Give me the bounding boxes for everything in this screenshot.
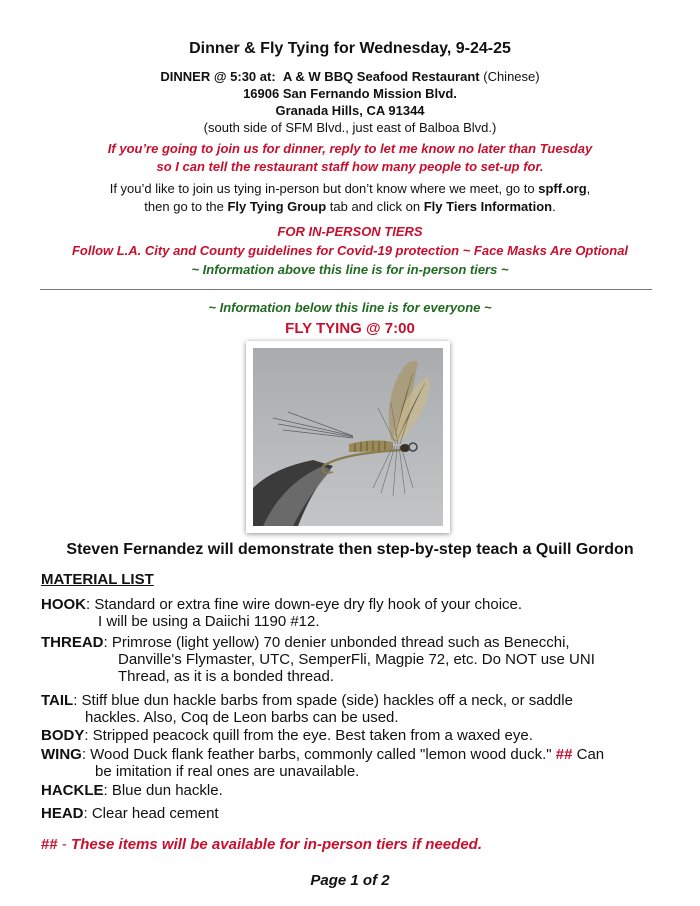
above-line-note: ~ Information above this line is for in-person tiers ~ — [191, 262, 509, 277]
thread-label: THREAD — [41, 634, 104, 651]
tail-desc-1: : Stiff blue dun hackle barbs from spade (side) hackles off a neck, or saddle — [73, 692, 573, 709]
below-line-note: ~ Information below this line is for everyone ~ — [208, 300, 492, 315]
in-person-heading: FOR IN-PERSON TIERS — [277, 224, 423, 239]
head-desc-1: : Clear head cement — [83, 805, 219, 822]
thread-desc-3: Thread, as it is a bonded thread. — [118, 668, 334, 685]
fly-photo-frame — [246, 341, 450, 533]
body-label: BODY — [41, 727, 85, 744]
material-list-heading: MATERIAL LIST — [41, 571, 154, 588]
material-tail — [41, 692, 661, 726]
join-info — [0, 180, 700, 216]
body-desc-1: : Stripped peacock quill from the eye. Best taken from a waxed eye. — [84, 727, 533, 744]
fly-tying-group-tab[interactable]: Fly Tying Group — [227, 199, 327, 214]
restaurant-type: (Chinese) — [483, 69, 540, 84]
material-thread — [41, 634, 661, 685]
fly-tiers-info-link[interactable]: Fly Tiers Information — [423, 199, 553, 214]
location-note: (south side of SFM Blvd., just east of Balboa Blvd.) — [203, 120, 497, 135]
wing-desc-1: : Wood Duck flank feather barbs, commonly called "lemon wood duck." — [81, 746, 552, 763]
join-line-1: If you’d like to join us tying in-person but don’t know where we meet, go to — [109, 181, 535, 196]
rsvp-line-2: so I can tell the restaurant staff how many people to set-up for. — [156, 159, 544, 174]
street-address: 16906 San Fernando Mission Blvd. — [243, 86, 457, 101]
material-head — [41, 805, 661, 822]
head-label: HEAD — [41, 805, 84, 822]
tail-label: TAIL — [41, 692, 74, 709]
quill-gordon-fly-image — [253, 348, 443, 526]
note-dash: - — [57, 836, 72, 853]
dinner-label: DINNER @ 5:30 at: — [160, 69, 276, 84]
hackle-desc-1: : Blue dun hackle. — [103, 782, 223, 799]
material-hackle — [41, 782, 661, 799]
join-line-2-mid: tab and click on — [329, 199, 421, 214]
join-line-1-suffix: , — [586, 181, 591, 196]
material-wing — [41, 746, 661, 780]
rsvp-line-1: If you’re going to join us for dinner, reply to let me know no later than Tuesday — [107, 141, 593, 156]
material-body — [41, 727, 661, 744]
hook-desc-2: I will be using a Daiichi 1190 #12. — [98, 613, 320, 630]
site-link[interactable]: spff.org — [538, 181, 587, 196]
rsvp-notice — [0, 140, 700, 176]
hackle-label: HACKLE — [41, 782, 104, 799]
hook-label: HOOK — [41, 596, 86, 613]
note-text: These items will be available for in-person tiers if needed. — [71, 836, 482, 853]
material-hook — [41, 596, 661, 630]
wing-desc-1-end: Can — [576, 746, 605, 763]
divider — [40, 289, 652, 290]
thread-desc-1: : Primrose (light yellow) 70 denier unbonded thread such as Benecchi, — [103, 634, 570, 651]
note-marker: ## — [41, 836, 58, 853]
dinner-address-block — [0, 68, 700, 136]
quill-gordon-photo — [253, 348, 443, 526]
wing-available-marker: ## — [555, 746, 573, 763]
wing-desc-2: be imitation if real ones are unavailable. — [95, 763, 360, 780]
hook-desc-1: : Standard or extra fine wire down-eye dry fly hook of your choice. — [86, 596, 523, 613]
wing-label: WING — [41, 746, 82, 763]
city-address: Granada Hills, CA 91344 — [275, 103, 425, 118]
availability-note — [41, 836, 482, 853]
thread-desc-2: Danville's Flymaster, UTC, SemperFli, Magpie 72, etc. Do NOT use UNI — [118, 651, 595, 668]
page-title: Dinner & Fly Tying for Wednesday, 9-24-25 — [189, 40, 511, 57]
tail-desc-2: hackles. Also, Coq de Leon barbs can be used. — [85, 709, 399, 726]
join-line-2-prefix: then go to the — [144, 199, 224, 214]
demo-headline: Steven Fernandez will demonstrate then step-by-step teach a Quill Gordon — [66, 541, 634, 558]
fly-tying-time: FLY TYING @ 7:00 — [285, 320, 415, 337]
covid-guidelines: Follow L.A. City and County guidelines for Covid-19 protection ~ Face Masks Are Optional — [71, 243, 629, 258]
join-line-2-suffix: . — [552, 199, 556, 214]
in-person-section — [0, 222, 700, 279]
restaurant-name: A & W BBQ Seafood Restaurant — [282, 69, 480, 84]
page-number: Page 1 of 2 — [310, 872, 390, 889]
